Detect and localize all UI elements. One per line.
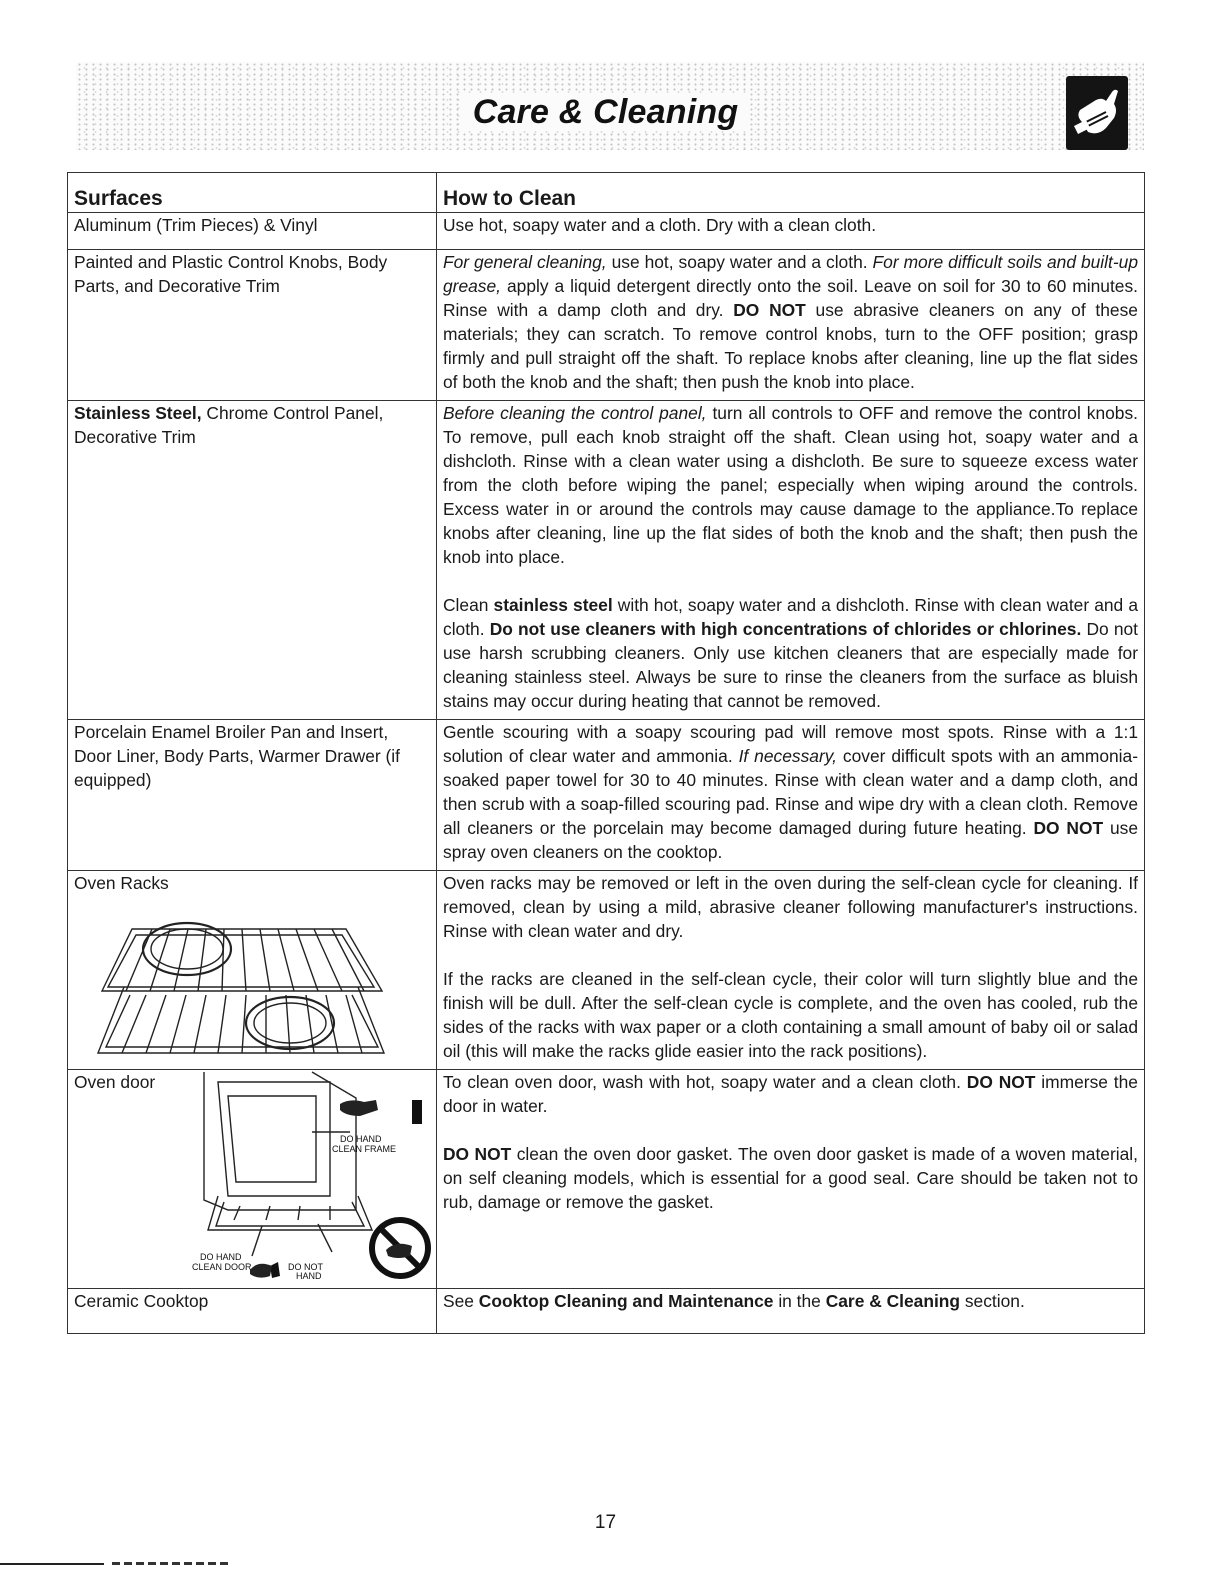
text-span: in the [773,1291,826,1311]
page-number: 17 [594,1512,617,1533]
text-span: turn all controls to OFF and remove the control knobs. To remove, pull each knob straight off the shaft. Clean using hot, soapy water and a dishcloth. Rinse with a clean water using a dishcloth. Be sure to squeeze excess water from the cloth before wiping the panel; especially when wiping around the controls. Excess water in or around the controls may cause damage to the appliance.To replace knobs after cleaning, line up the flat sides of both the knob and the shaft; then push the knob into place. [443,403,1138,567]
paragraph [443,1070,1138,1118]
text-span: Clean [443,595,494,615]
italic-text: If necessary, [738,746,837,766]
text-span: immerse the door in water. [443,1072,1138,1116]
italic-text: For general cleaning, [443,252,607,272]
page-title-text: Care & Cleaning [463,93,749,131]
label-do-hand-clean-door: CLEAN DOOR [192,1262,252,1272]
text-span: with hot, soapy water and a dishcloth. Rinse with clean water and a cloth. [443,595,1138,639]
surface-cell [68,401,437,720]
label-do-hand-clean-door: DO HAND [200,1252,242,1262]
page-title [0,92,1211,132]
text-span: See [443,1291,479,1311]
surface-label: Oven door [74,1072,156,1092]
label-do-hand-clean-frame: DO HAND [340,1134,382,1144]
surface-cell: Aluminum (Trim Pieces) & Vinyl [68,213,437,250]
how-to-clean-cell [437,401,1145,720]
how-to-clean-cell [437,871,1145,1070]
text-span: clean the oven door gasket. The oven door gasket is made of a woven material, on self cleaning models, which is essential for a good seal. Care should be taken not to rub, damage or remove the gasket. [443,1144,1138,1212]
cleaning-hand-icon [1066,76,1128,150]
how-to-clean-cell [437,1070,1145,1289]
paragraph: If the racks are cleaned in the self-clean cycle, their color will turn slightly blue and the finish will be dull. After the self-clean cycle is complete, and the oven has cooled, rub the sides of the racks with wax paper or a cloth containing a small amount of baby oil or salad oil (this will make the racks glide easier into the rack positions). [443,969,1138,1061]
label-do-not-hand-clean-gasket: HAND [296,1271,322,1281]
paragraph [443,401,1138,569]
table-row [68,1289,1145,1334]
table-row [68,1070,1145,1289]
footer-rule [0,1563,104,1565]
label-do-not-hand-clean-gasket: DO NOT [288,1262,323,1272]
surface-label: Oven Racks [74,873,169,893]
text-span: cover difficult spots with an ammonia-soaked paper towel for 30 to 40 minutes. Rinse with clean water and a damp cloth, and then scrub with a soap-filled scouring pad. Rinse and wipe dry with a clean cloth. Remove all cleaners or the porcelain may become damaged during future heating. [443,746,1138,838]
text-span: Gentle scouring with a soapy scouring pad will remove most spots. Rinse with a 1:1 solution of clear water and ammonia. [443,722,1138,766]
column-header-surfaces: Surfaces [68,173,437,213]
surface-cell: Ceramic Cooktop [68,1289,437,1334]
bold-text: stainless steel [493,595,613,615]
text-span: apply a liquid detergent directly onto the soil. Leave on soil for 30 to 60 minutes. Rinse with a damp cloth and dry. [443,276,1138,320]
bold-warning: Do not use cleaners with high concentrations of chlorides or chlorines. [489,619,1082,639]
table-row [68,871,1145,1070]
bold-text: Stainless Steel, [74,403,202,423]
label-do-hand-clean-frame: CLEAN FRAME [332,1144,397,1154]
oven-door-figure [74,1070,430,1282]
surface-cell: Porcelain Enamel Broiler Pan and Insert, Door Liner, Body Parts, Warmer Drawer (if equipped) [68,720,437,871]
surface-cell [68,1070,437,1289]
oven-racks-illustration [84,909,384,1059]
bold-reference: Cooktop Cleaning and Maintenance [478,1291,774,1311]
text-span: Chrome Control Panel, Decorative Trim [74,403,384,447]
bold-warning: DO NOT [733,300,806,320]
italic-text: Before cleaning the control panel, [443,403,707,423]
footer-scan-marks [112,1562,232,1565]
column-header-how-to-clean: How to Clean [437,173,1145,213]
bold-reference: Care & Cleaning [825,1291,961,1311]
surface-cell [68,871,437,1070]
text-span: use hot, soapy water and a cloth. [606,252,873,272]
bold-warning: DO NOT [443,1144,512,1164]
paragraph [443,593,1138,713]
how-to-clean-cell [437,720,1145,871]
text-span: use abrasive cleaners on any of these materials; they can scratch. To remove control knobs, turn to the OFF position; grasp firmly and pull straight off the shaft. To replace knobs after cleaning, line up the flat sides of both the knob and the shaft; then push the knob into place. [443,300,1138,392]
table-header-row [68,173,1145,213]
italic-text: For more difficult soils and built-up grease, [443,252,1138,296]
how-to-clean-cell [437,1289,1145,1334]
how-to-clean-cell [437,250,1145,401]
bold-warning: DO NOT [1033,818,1104,838]
table-row [68,720,1145,871]
text-span: use spray oven cleaners on the cooktop. [443,818,1138,862]
bold-warning: DO NOT [966,1072,1036,1092]
surface-cell: Painted and Plastic Control Knobs, Body Parts, and Decorative Trim [68,250,437,401]
oven-door-illustration [192,1070,432,1282]
text-span: To clean oven door, wash with hot, soapy water and a clean cloth. [443,1072,967,1092]
care-cleaning-table [67,172,1145,1334]
table-row [68,213,1145,250]
table-row [68,250,1145,401]
text-span: Do not use harsh scrubbing cleaners. Only use kitchen cleaners that are especially made for cleaning stainless steel. Always be sure to rinse the cleaners from the surface as bluish stains may occur during heating that cannot be removed. [443,619,1139,711]
how-to-clean-cell: Use hot, soapy water and a cloth. Dry with a clean cloth. [437,213,1145,250]
paragraph [443,1142,1138,1214]
table-row [68,401,1145,720]
paragraph: Oven racks may be removed or left in the oven during the self-clean cycle for cleaning. If removed, clean by using a mild, abrasive cleaner following manufacturer's instructions. Rinse with clean water and dry. [443,873,1138,941]
text-span: section. [960,1291,1025,1311]
